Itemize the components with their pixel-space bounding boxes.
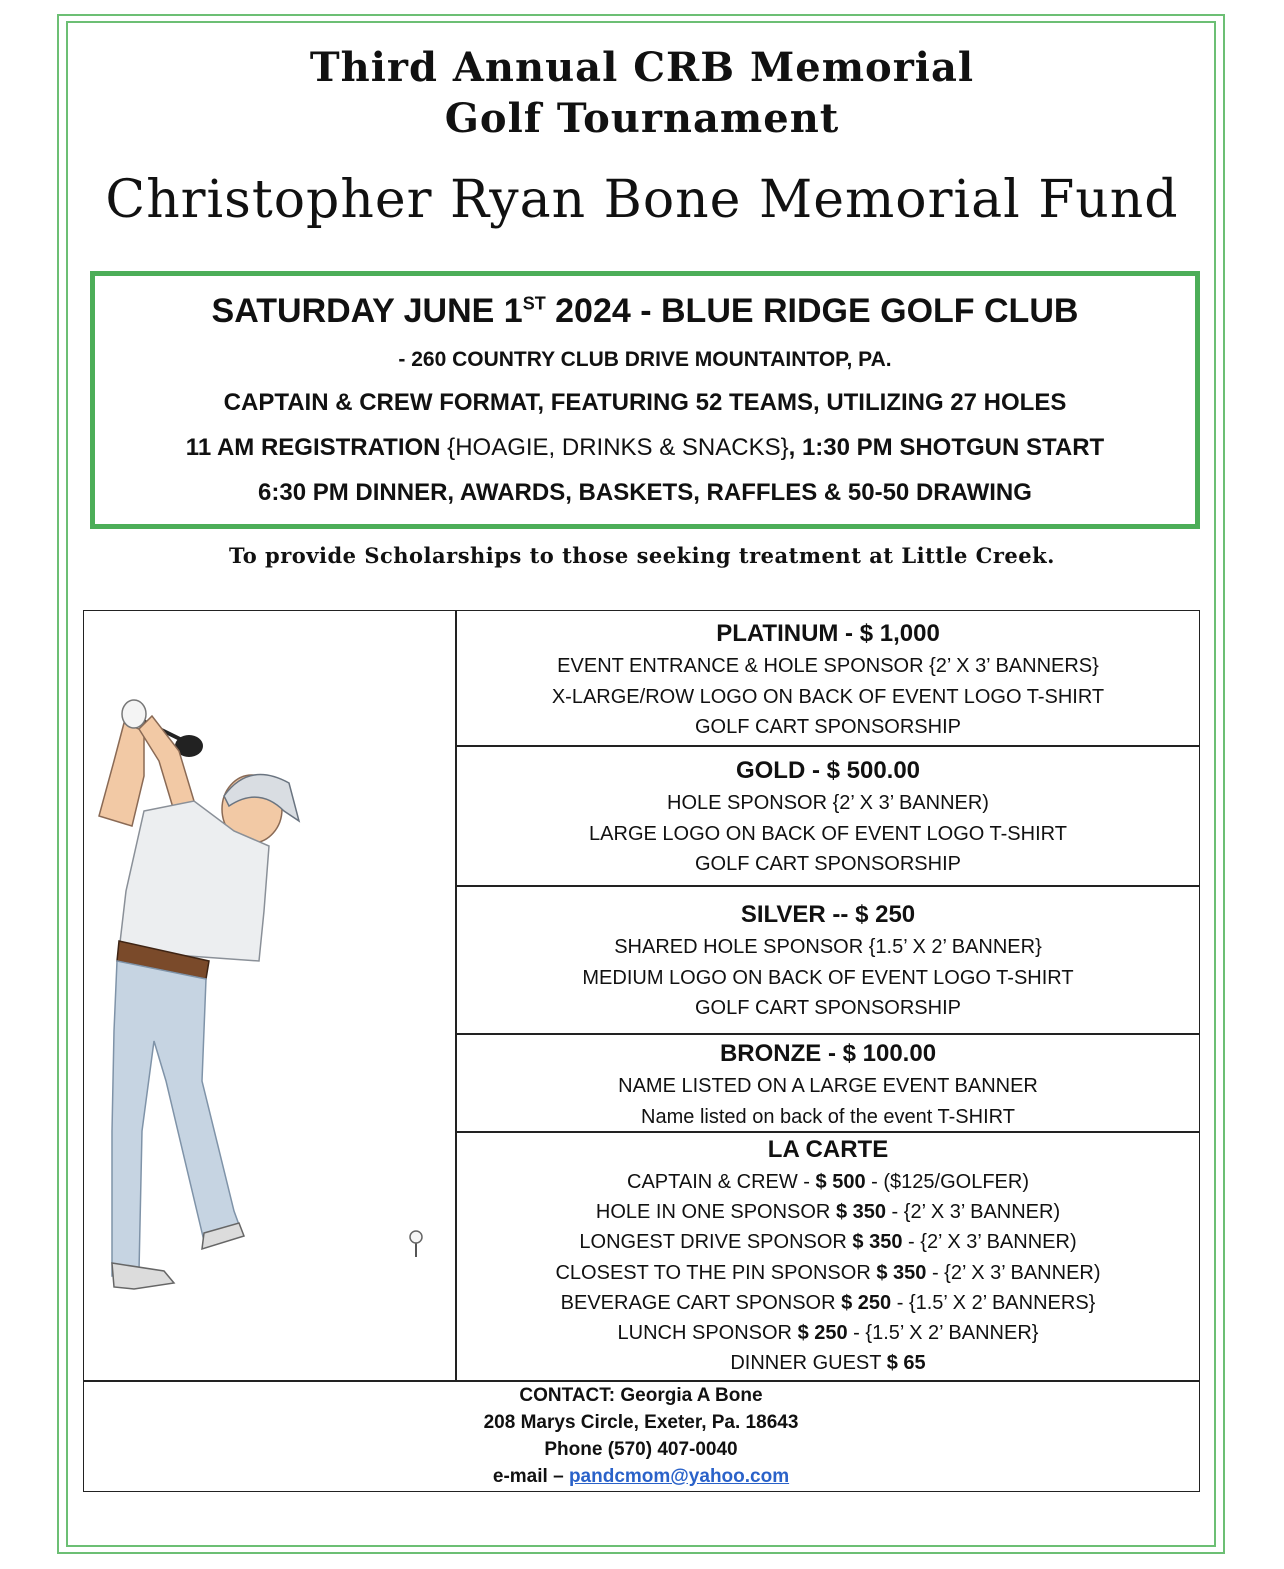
tier-benefit: LARGE LOGO ON BACK OF EVENT LOGO T-SHIRT — [589, 822, 1067, 845]
title-line2: Golf Tournament — [444, 95, 840, 142]
event-format: CAPTAIN & CREW FORMAT, FEATURING 52 TEAMS, UTILIZING 27 HOLES — [223, 389, 1067, 416]
tier-benefit: Name listed on back of the event T-SHIRT — [641, 1105, 1015, 1128]
event-details-box — [90, 271, 1200, 529]
la-carte-item: BEVERAGE CART SPONSOR $ 250 - {1.5’ X 2’ BANNERS} — [560, 1291, 1096, 1314]
tier-benefit: GOLF CART SPONSORSHIP — [695, 716, 961, 738]
la-carte-item: CLOSEST TO THE PIN SPONSOR $ 350 - {2’ X 3’ BANNER) — [555, 1261, 1101, 1284]
purpose-statement: To provide Scholarships to those seeking treatment at Little Creek. — [229, 543, 1055, 568]
row-divider — [456, 745, 1200, 747]
la-carte-item: LUNCH SPONSOR $ 250 - {1.5’ X 2’ BANNER} — [617, 1322, 1039, 1345]
glove — [122, 700, 146, 728]
tier-benefit: NAME LISTED ON A LARGE EVENT BANNER — [618, 1075, 1038, 1097]
row-divider — [456, 885, 1200, 887]
event-date-venue: SATURDAY JUNE 1ST 2024 - BLUE RIDGE GOLF CLUB — [211, 292, 1079, 330]
la-carte-item: CAPTAIN & CREW - $ 500 - ($125/GOLFER) — [627, 1171, 1029, 1193]
tier-name: SILVER -- $ 250 — [740, 901, 916, 928]
tier-name: GOLD - $ 500.00 — [735, 757, 921, 784]
event-address: - 260 COUNTRY CLUB DRIVE MOUNTAINTOP, PA. — [398, 348, 892, 371]
contact-phone: Phone (570) 407-0040 — [544, 1439, 738, 1460]
contact-block — [84, 1382, 1198, 1490]
tier-benefit: X-LARGE/ROW LOGO ON BACK OF EVENT LOGO T-SHIRT — [551, 685, 1105, 708]
tier-benefit: SHARED HOLE SPONSOR {1.5’ X 2’ BANNER} — [614, 936, 1042, 958]
la-carte-item: LONGEST DRIVE SPONSOR $ 350 - {2’ X 3’ BANNER) — [579, 1231, 1077, 1254]
tier-bronze — [456, 1037, 1200, 1132]
tier-silver — [456, 898, 1200, 1024]
sponsorship-table — [83, 610, 1200, 1492]
golfer-illustration — [84, 611, 455, 1380]
event-dinner: 6:30 PM DINNER, AWARDS, BASKETS, RAFFLES & 50-50 DRAWING — [258, 479, 1032, 506]
tier-platinum — [456, 617, 1200, 743]
tier-gold — [456, 754, 1200, 880]
la-carte-item: HOLE IN ONE SPONSOR $ 350 - {2’ X 3’ BANNER) — [595, 1201, 1061, 1224]
tier-name: BRONZE - $ 100.00 — [719, 1040, 937, 1067]
tier-benefit: EVENT ENTRANCE & HOLE SPONSOR {2’ X 3’ BANNERS} — [557, 655, 1099, 677]
row-divider — [456, 1033, 1200, 1035]
contact-address: 208 Marys Circle, Exeter, Pa. 18643 — [483, 1412, 799, 1433]
email-link[interactable]: pandcmom@yahoo.com — [568, 1466, 790, 1487]
tier-benefit: GOLF CART SPONSORSHIP — [695, 997, 961, 1019]
golf-ball-icon — [410, 1231, 422, 1243]
title-line1: Third Annual CRB Memorial — [309, 44, 975, 91]
event-registration: 11 AM REGISTRATION {HOAGIE, DRINKS & SNACKS}, 1:30 PM SHOTGUN START — [185, 434, 1105, 461]
tier-benefit: MEDIUM LOGO ON BACK OF EVENT LOGO T-SHIRT — [582, 966, 1074, 989]
tier-benefit: GOLF CART SPONSORSHIP — [695, 853, 961, 875]
contact-name: CONTACT: Georgia A Bone — [519, 1385, 763, 1406]
tier-la-carte — [456, 1133, 1200, 1378]
la-carte-item: DINNER GUEST $ 65 — [730, 1352, 926, 1375]
tier-name: LA CARTE — [767, 1136, 889, 1163]
tier-benefit: HOLE SPONSOR {2’ X 3’ BANNER) — [667, 792, 989, 814]
tier-name: PLATINUM - $ 1,000 — [716, 620, 940, 647]
shoe — [112, 1263, 174, 1289]
fund-name: Christopher Ryan Bone Memorial Fund — [105, 170, 1179, 230]
contact-email-line: e-mail – pandcmom@yahoo.com — [492, 1466, 790, 1487]
